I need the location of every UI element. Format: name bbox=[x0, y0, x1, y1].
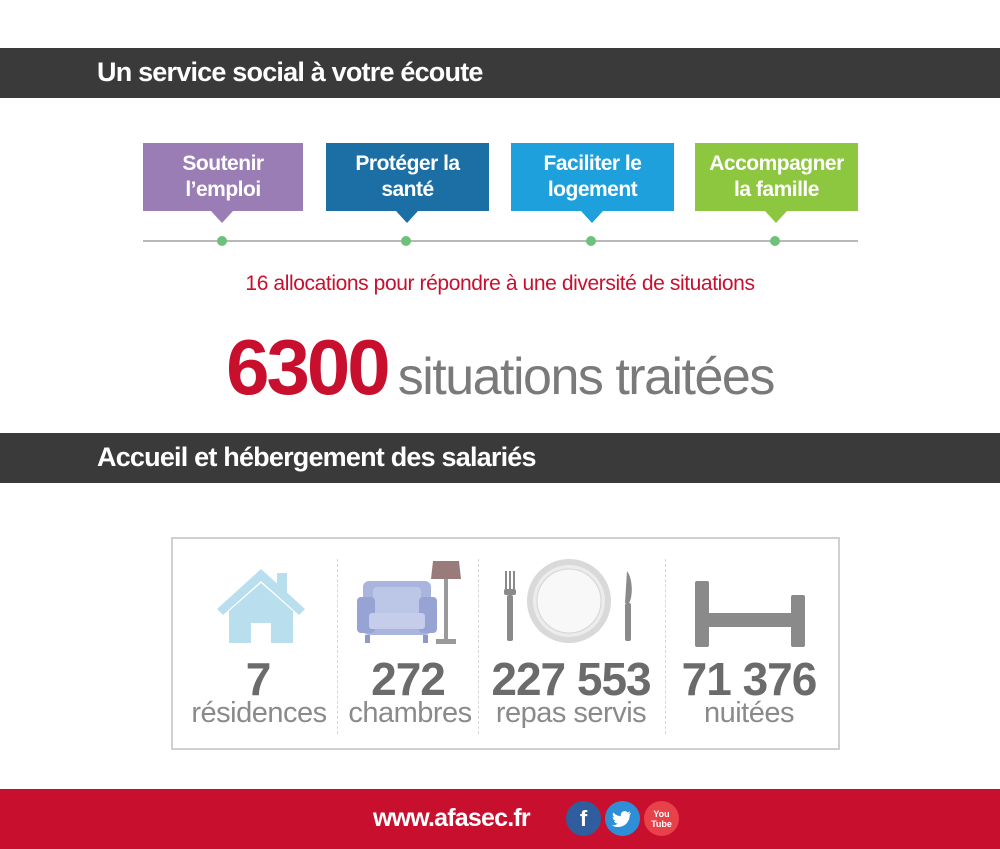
timeline-dot bbox=[217, 236, 227, 246]
bed-icon bbox=[693, 579, 809, 651]
stat-label-repas: repas servis bbox=[495, 697, 647, 729]
callout-proteger-sante bbox=[326, 143, 489, 211]
callout-line2: l’emploi bbox=[185, 178, 261, 201]
callout-accompagner-famille bbox=[695, 143, 858, 211]
stat-label-nuitees: nuitées bbox=[703, 697, 794, 729]
callout-line1: Accompagner bbox=[709, 152, 844, 175]
stat-value-chambres: 272 bbox=[371, 653, 445, 705]
timeline-dot bbox=[586, 236, 596, 246]
callout-line1: Protéger la bbox=[355, 152, 460, 175]
house-icon bbox=[215, 567, 307, 643]
callout-line2: la famille bbox=[734, 178, 819, 201]
callout-line1: Faciliter le bbox=[543, 152, 642, 175]
stats-panel bbox=[171, 537, 840, 750]
youtube-icon[interactable] bbox=[644, 801, 679, 836]
section-header-accueil-hebergement bbox=[0, 433, 1000, 483]
plate-cutlery-icon bbox=[501, 557, 641, 645]
stat-separator bbox=[665, 559, 666, 734]
website-link[interactable]: www.afasec.fr bbox=[373, 804, 530, 832]
callout-line2: santé bbox=[381, 178, 434, 201]
callout-soutenir-emploi bbox=[143, 143, 303, 211]
section-title: Un service social à votre écoute bbox=[97, 57, 483, 87]
stat-value-residences: 7 bbox=[245, 653, 271, 705]
allocations-text: 16 allocations pour répondre à une diversité de situations bbox=[245, 272, 755, 295]
stat-label-chambres: chambres bbox=[348, 697, 472, 729]
armchair-lamp-icon bbox=[357, 559, 469, 647]
section-title: Accueil et hébergement des salariés bbox=[97, 442, 536, 472]
timeline-line bbox=[143, 240, 858, 242]
footer bbox=[0, 789, 1000, 849]
stat-label-residences: résidences bbox=[191, 697, 327, 729]
callout-faciliter-logement bbox=[511, 143, 674, 211]
youtube-bottom-text: Tube bbox=[651, 819, 672, 829]
big-stat bbox=[0, 322, 1000, 413]
timeline-dot bbox=[401, 236, 411, 246]
facebook-letter: f bbox=[579, 806, 588, 831]
stat-value-nuitees: 71 376 bbox=[681, 653, 817, 705]
stat-value-repas: 227 553 bbox=[491, 653, 651, 705]
twitter-bird-icon bbox=[605, 801, 640, 836]
callout-line2: logement bbox=[547, 178, 638, 201]
timeline-dot bbox=[770, 236, 780, 246]
youtube-top-text: You bbox=[653, 809, 670, 819]
section-header-service-social bbox=[0, 48, 1000, 98]
big-stat-label: situations traitées bbox=[397, 348, 774, 406]
callout-line1: Soutenir bbox=[182, 152, 264, 175]
facebook-icon[interactable] bbox=[566, 801, 601, 836]
big-stat-number: 6300 bbox=[226, 323, 388, 411]
twitter-icon[interactable] bbox=[605, 801, 640, 836]
